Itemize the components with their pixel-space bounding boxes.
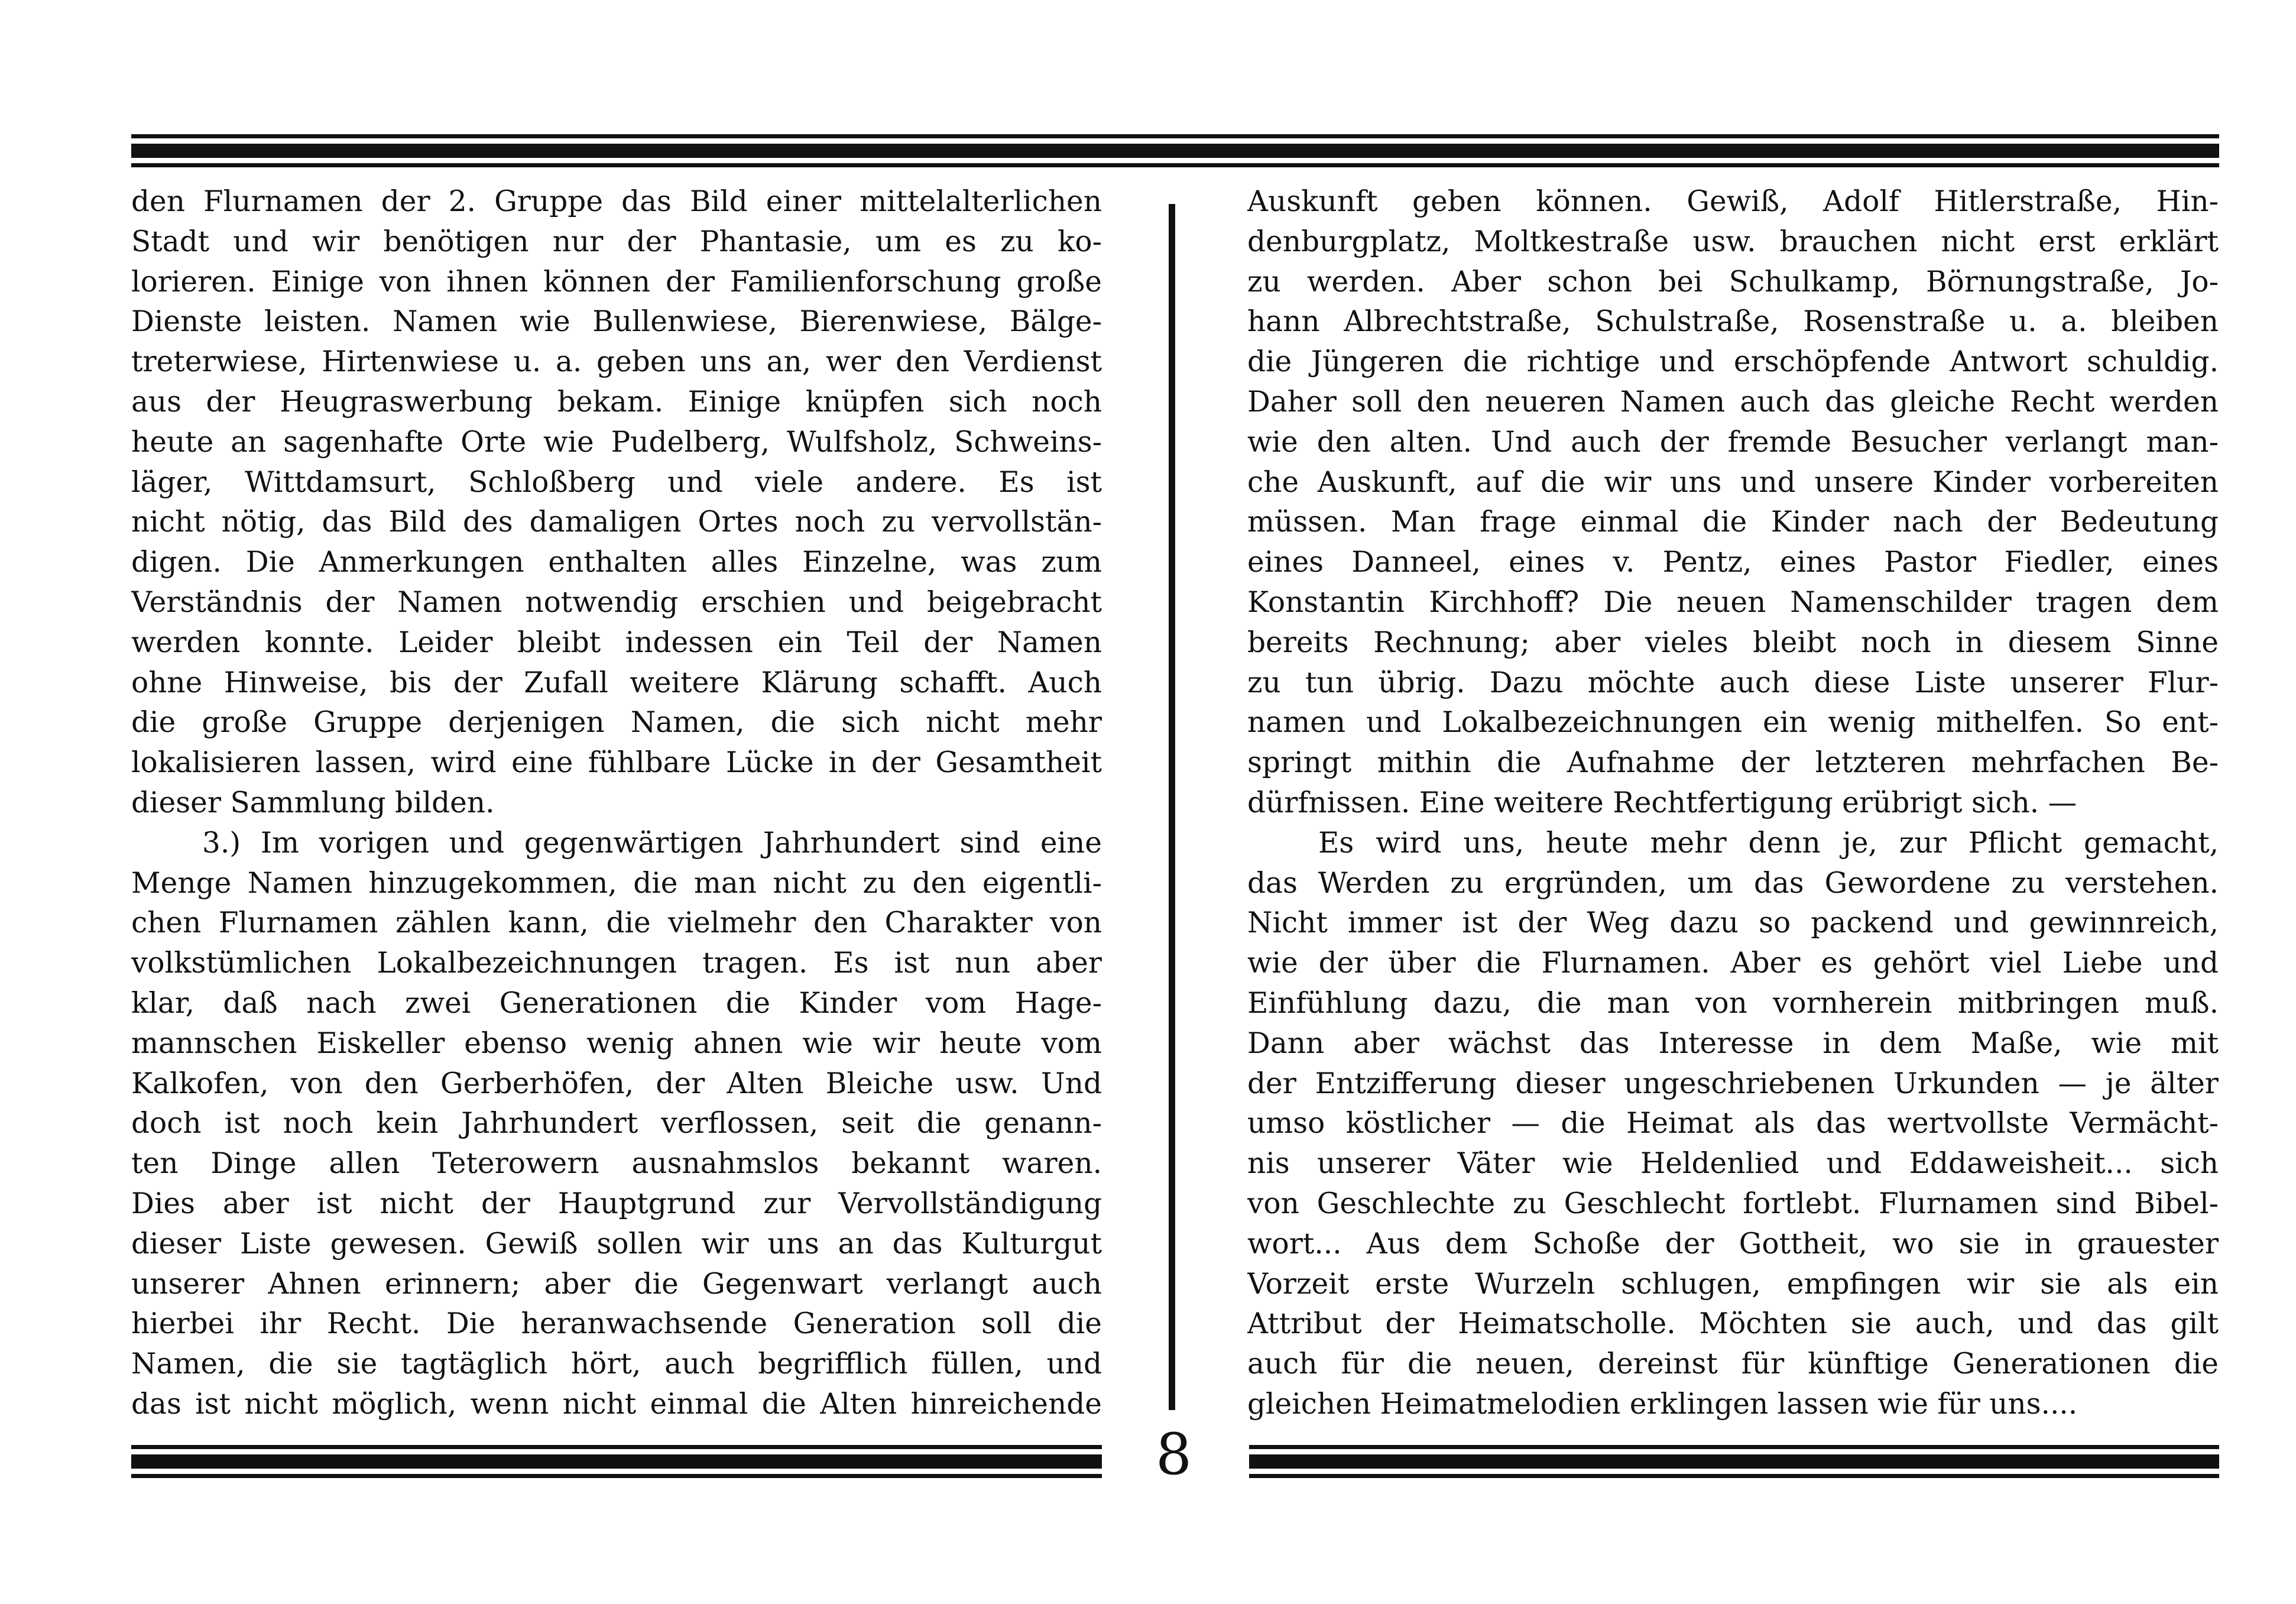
text-line: das ist nicht möglich, wenn nicht einmal die Alten hinreichende	[131, 1387, 1102, 1421]
text-line: werden konnte. Leider bleibt indessen ein Teil der Namen	[131, 626, 1102, 659]
left-text-column	[131, 182, 1102, 1425]
page-number: 8	[1156, 1421, 1192, 1488]
text-line: Daher soll den neueren Namen auch das gleiche Recht werden	[1247, 385, 2219, 419]
text-line: nis unserer Väter wie Heldenlied und Eddaweisheit... sich	[1247, 1147, 2219, 1181]
text-line: der Entzifferung dieser ungeschriebenen Urkunden — je älter	[1247, 1067, 2219, 1100]
text-line: dürfnissen. Eine weitere Rechtfertigung erübrigt sich. —	[1247, 786, 2077, 819]
text-line: doch ist noch kein Jahrhundert verflossen, seit die genann-	[131, 1107, 1102, 1140]
text-line: digen. Die Anmerkungen enthalten alles Einzelne, was zum	[131, 546, 1102, 579]
text-line: springt mithin die Aufnahme der letzteren mehrfachen Be-	[1247, 746, 2219, 780]
text-line: Verständnis der Namen notwendig erschien und beigebracht	[131, 585, 1102, 619]
text-line: Dienste leisten. Namen wie Bullenwiese, Bierenwiese, Bälge-	[131, 305, 1102, 339]
text-line: Konstantin Kirchhoff? Die neuen Namenschilder tragen dem	[1247, 585, 2219, 619]
text-line: mannschen Eiskeller ebenso wenig ahnen wie wir heute vom	[131, 1026, 1102, 1060]
text-line: bereits Rechnung; aber vieles bleibt noch in diesem Sinne	[1247, 626, 2219, 659]
text-line: Einfühlung dazu, die man von vornherein mitbringen muß.	[1247, 986, 2219, 1020]
text-line: dieser Liste gewesen. Gewiß sollen wir uns an das Kulturgut	[131, 1227, 1102, 1260]
text-line: Es wird uns, heute mehr denn je, zur Pflicht gemacht,	[1318, 826, 2219, 860]
text-line: Kalkofen, von den Gerberhöfen, der Alten Bleiche usw. Und	[131, 1067, 1102, 1100]
text-line: müssen. Man frage einmal die Kinder nach der Bedeutung	[1247, 505, 2219, 539]
text-line: ten Dinge allen Teterowern ausnahmslos bekannt waren.	[131, 1147, 1102, 1181]
text-line: das Werden zu ergründen, um das Gewordene zu verstehen.	[1247, 866, 2219, 900]
text-line: ohne Hinweise, bis der Zufall weitere Klärung schafft. Auch	[131, 666, 1102, 699]
bottom-right-double-rule	[1249, 1445, 2219, 1478]
text-line: zu tun übrig. Dazu möchte auch diese Liste unserer Flur-	[1247, 666, 2219, 699]
text-line: denburgplatz, Moltkestraße usw. brauchen nicht erst erklärt	[1247, 225, 2219, 258]
text-line: Vorzeit erste Wurzeln schlugen, empfingen wir sie als ein	[1247, 1267, 2219, 1301]
text-line: Menge Namen hinzugekommen, die man nicht zu den eigentli-	[131, 866, 1102, 900]
text-line: läger, Wittdamsurt, Schloßberg und viele andere. Es ist	[131, 465, 1102, 499]
text-line: den Flurnamen der 2. Gruppe das Bild einer mittelalterlichen	[131, 185, 1102, 218]
text-line: treterwiese, Hirtenwiese u. a. geben uns an, wer den Verdienst	[131, 345, 1102, 379]
text-line: hann Albrechtstraße, Schulstraße, Rosenstraße u. a. bleiben	[1247, 305, 2219, 339]
text-line: Namen, die sie tagtäglich hört, auch begrifflich füllen, und	[131, 1347, 1102, 1381]
text-line: namen und Lokalbezeichnungen ein wenig mithelfen. So ent-	[1247, 706, 2219, 740]
text-line: lorieren. Einige von ihnen können der Familienforschung große	[131, 265, 1102, 299]
column-divider	[1169, 204, 1175, 1410]
text-line: auch für die neuen, dereinst für künftige Generationen die	[1247, 1347, 2219, 1381]
text-line: Auskunft geben können. Gewiß, Adolf Hitlerstraße, Hin-	[1247, 185, 2219, 218]
text-line: volkstümlichen Lokalbezeichnungen tragen. Es ist nun aber	[131, 947, 1102, 980]
text-line: wort... Aus dem Schoße der Gottheit, wo sie in grauester	[1247, 1227, 2219, 1260]
text-line: aus der Heugraswerbung bekam. Einige knüpfen sich noch	[131, 385, 1102, 419]
text-line: wie der über die Flurnamen. Aber es gehört viel Liebe und	[1247, 947, 2219, 980]
text-line: klar, daß nach zwei Generationen die Kinder vom Hage-	[131, 986, 1102, 1020]
text-line: zu werden. Aber schon bei Schulkamp, Börnungstraße, Jo-	[1247, 265, 2219, 299]
text-line: Dies aber ist nicht der Hauptgrund zur Vervollständigung	[131, 1187, 1102, 1220]
text-line: umso köstlicher — die Heimat als das wertvollste Vermächt-	[1247, 1107, 2219, 1140]
text-line: eines Danneel, eines v. Pentz, eines Pastor Fiedler, eines	[1247, 546, 2219, 579]
text-line: 3.) Im vorigen und gegenwärtigen Jahrhundert sind eine	[202, 826, 1102, 860]
top-double-rule	[131, 134, 2219, 167]
text-line: unserer Ahnen erinnern; aber die Gegenwart verlangt auch	[131, 1267, 1102, 1301]
text-line: chen Flurnamen zählen kann, die vielmehr den Charakter von	[131, 906, 1102, 940]
text-line: dieser Sammlung bilden.	[131, 786, 495, 819]
text-line: lokalisieren lassen, wird eine fühlbare Lücke in der Gesamtheit	[131, 746, 1102, 780]
text-line: Stadt und wir benötigen nur der Phantasie, um es zu ko-	[131, 225, 1102, 258]
text-line: Attribut der Heimatscholle. Möchten sie auch, und das gilt	[1247, 1307, 2219, 1341]
text-line: heute an sagenhafte Orte wie Pudelberg, Wulfsholz, Schweins-	[131, 425, 1102, 459]
text-line: von Geschlechte zu Geschlecht fortlebt. Flurnamen sind Bibel-	[1247, 1187, 2219, 1220]
text-line: gleichen Heimatmelodien erklingen lassen wie für uns....	[1247, 1387, 2078, 1421]
text-line: Dann aber wächst das Interesse in dem Maße, wie mit	[1247, 1026, 2219, 1060]
text-line: hierbei ihr Recht. Die heranwachsende Generation soll die	[131, 1307, 1102, 1341]
text-line: che Auskunft, auf die wir uns und unsere Kinder vorbereiten	[1247, 465, 2219, 499]
text-line: die große Gruppe derjenigen Namen, die sich nicht mehr	[131, 706, 1102, 740]
text-line: Nicht immer ist der Weg dazu so packend und gewinnreich,	[1247, 906, 2219, 940]
text-line: wie den alten. Und auch der fremde Besucher verlangt man-	[1247, 425, 2219, 459]
right-text-column	[1247, 182, 2219, 1425]
text-line: nicht nötig, das Bild des damaligen Ortes noch zu vervollstän-	[131, 505, 1102, 539]
bottom-left-double-rule	[131, 1445, 1102, 1478]
text-line: die Jüngeren die richtige und erschöpfende Antwort schuldig.	[1247, 345, 2219, 379]
